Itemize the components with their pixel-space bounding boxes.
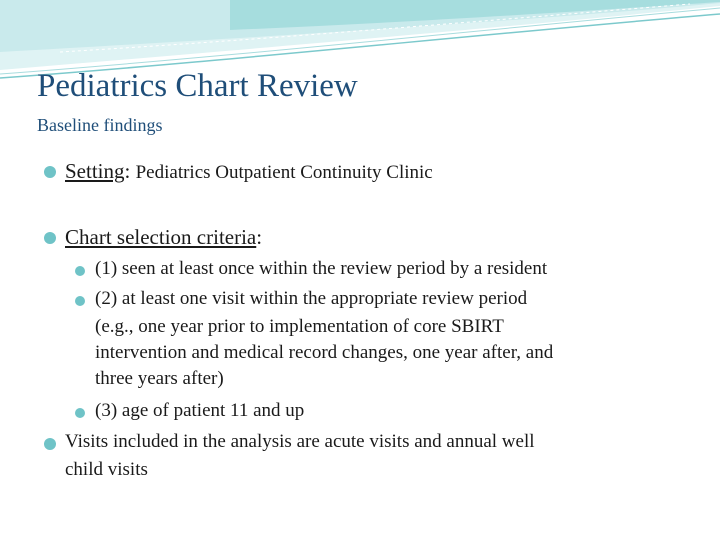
- setting-text: Pediatrics Outpatient Continuity Clinic: [135, 162, 433, 183]
- criteria-label: Chart selection criteria: [65, 225, 257, 249]
- bullet-icon: [44, 232, 56, 244]
- criteria-item-2-line-3: intervention and medical record changes, one year after, and: [95, 342, 554, 363]
- setting-colon: :: [124, 159, 131, 183]
- criteria-item-2-line-2: (e.g., one year prior to implementation of core SBIRT: [95, 316, 504, 337]
- slide-title: Pediatrics Chart Review: [37, 68, 358, 104]
- sub-bullet-icon: [75, 266, 85, 276]
- visits-line-1: Visits included in the analysis are acute visits and annual well: [65, 431, 535, 452]
- slide-subtitle: Baseline findings: [37, 115, 163, 135]
- criteria-item-1: (1) seen at least once within the review period by a resident: [95, 258, 548, 279]
- criteria-colon: :: [256, 225, 263, 249]
- setting-line: [65, 159, 433, 184]
- sub-bullet-icon: [75, 408, 85, 418]
- criteria-item-2-line-4: three years after): [95, 368, 224, 389]
- bullet-icon: [44, 438, 56, 450]
- sub-bullet-icon: [75, 296, 85, 306]
- criteria-heading: [65, 225, 262, 250]
- criteria-item-3: (3) age of patient 11 and up: [95, 400, 305, 421]
- criteria-item-2-line-1: (2) at least one visit within the appropriate review period: [95, 288, 528, 309]
- visits-line-2: child visits: [65, 459, 148, 480]
- setting-label: Setting: [65, 159, 125, 183]
- bullet-icon: [44, 166, 56, 178]
